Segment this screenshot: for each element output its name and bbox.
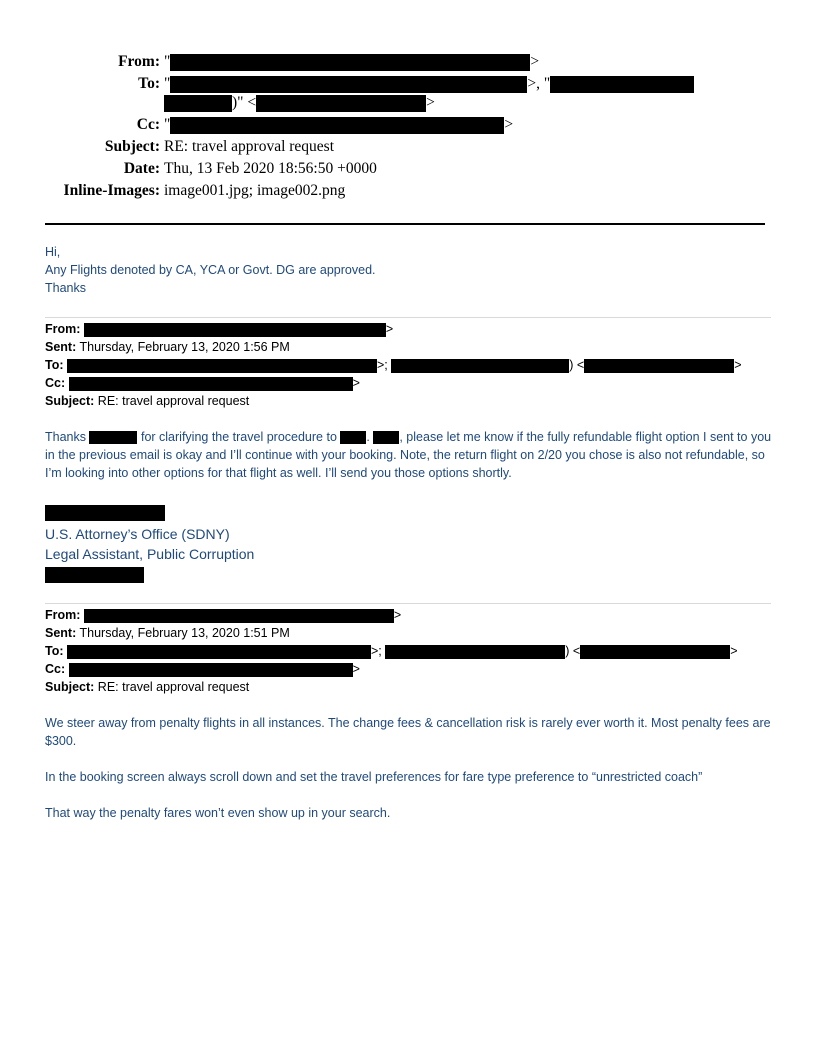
header-from-label: From: <box>118 53 160 70</box>
reply1-approval: Any Flights denoted by CA, YCA or Govt. DG are approved. <box>45 263 376 277</box>
msg2-from-row: From: > <box>45 322 394 336</box>
header-subject-label: Subject: <box>104 138 160 155</box>
msg3-meta <box>45 606 785 696</box>
redaction-block <box>84 323 386 337</box>
msg2-sent-row: Sent: Thursday, February 13, 2020 1:56 PM <box>45 340 290 354</box>
msg3-cc-row: Cc: > <box>45 662 360 676</box>
msg3-body-para1: We steer away from penalty flights in all instances. The change fees & cancellation risk is rarely ever worth it. Most penalty fees are $300. <box>45 716 771 748</box>
reply1-body <box>45 243 775 297</box>
redaction-block <box>340 431 366 444</box>
redaction-block <box>391 359 569 373</box>
header-to-label: To: <box>138 75 160 92</box>
msg2-to-row: To: >; ) < > <box>45 358 742 372</box>
redaction-block <box>170 76 527 93</box>
header-cc-label: Cc: <box>136 116 160 133</box>
redaction-block <box>89 431 137 444</box>
msg2-subject-row: Subject: RE: travel approval request <box>45 394 250 408</box>
redaction-block <box>69 377 353 391</box>
msg3-body-para3: That way the penalty fares won’t even show up in your search. <box>45 806 391 820</box>
redaction-block <box>164 95 232 112</box>
reply1-greeting: Hi, <box>45 245 61 259</box>
msg2-meta <box>45 320 785 410</box>
redaction-block <box>580 645 730 659</box>
header-divider <box>45 223 765 225</box>
header-images-label: Inline-Images: <box>63 182 160 199</box>
msg3-to-row: To: >; ) < > <box>45 644 738 658</box>
msg3-sent-row: Sent: Thursday, February 13, 2020 1:51 PM <box>45 626 290 640</box>
header-date-value: Thu, 13 Feb 2020 18:56:50 +0000 <box>164 160 377 177</box>
redaction-block <box>67 645 371 659</box>
signature-office: U.S. Attorney’s Office (SDNY) <box>45 526 230 542</box>
msg2-cc-row: Cc: > <box>45 376 360 390</box>
signature-block <box>45 524 254 564</box>
redaction-block <box>170 54 530 71</box>
header-from-value: " > <box>164 53 540 70</box>
reply1-signoff: Thanks <box>45 281 86 295</box>
redaction-block <box>385 645 565 659</box>
message-separator <box>45 603 771 604</box>
msg3-body-para2: In the booking screen always scroll down and set the travel preferences for fare type preference to “unrestricted coach” <box>45 770 703 784</box>
redaction-block <box>84 609 394 623</box>
header-subject-value: RE: travel approval request <box>164 138 335 155</box>
message-separator <box>45 317 771 318</box>
redaction-block <box>550 76 694 93</box>
redaction-block <box>373 431 399 444</box>
msg2-body: Thanks for clarifying the travel procedure to . , please let me know if the fully refundable flight option I sent to you in the previous email is okay and I’ll continue with your booking. Note, the return flight on 2/20 you chose is also not refundable, so I’m looking into other options for that flight as well. I’ll send you those options shortly. <box>45 430 772 480</box>
header-images-value: image001.jpg; image002.png <box>164 182 346 199</box>
msg3-from-row: From: > <box>45 608 402 622</box>
redaction-block <box>584 359 734 373</box>
signature-title: Legal Assistant, Public Corruption <box>45 546 255 562</box>
signature-name-redaction <box>45 505 165 521</box>
redaction-block <box>170 117 504 134</box>
redaction-block <box>67 359 377 373</box>
header-to-value-cont: )" < > <box>164 93 435 113</box>
email-header <box>0 52 816 202</box>
header-to-value: " >, " <box>164 74 694 94</box>
header-date-label: Date: <box>123 160 160 177</box>
redaction-block <box>256 95 426 112</box>
signature-phone-redaction <box>45 567 144 583</box>
msg3-subject-row: Subject: RE: travel approval request <box>45 680 250 694</box>
header-cc-value: " > <box>164 116 514 133</box>
redaction-block <box>69 663 353 677</box>
